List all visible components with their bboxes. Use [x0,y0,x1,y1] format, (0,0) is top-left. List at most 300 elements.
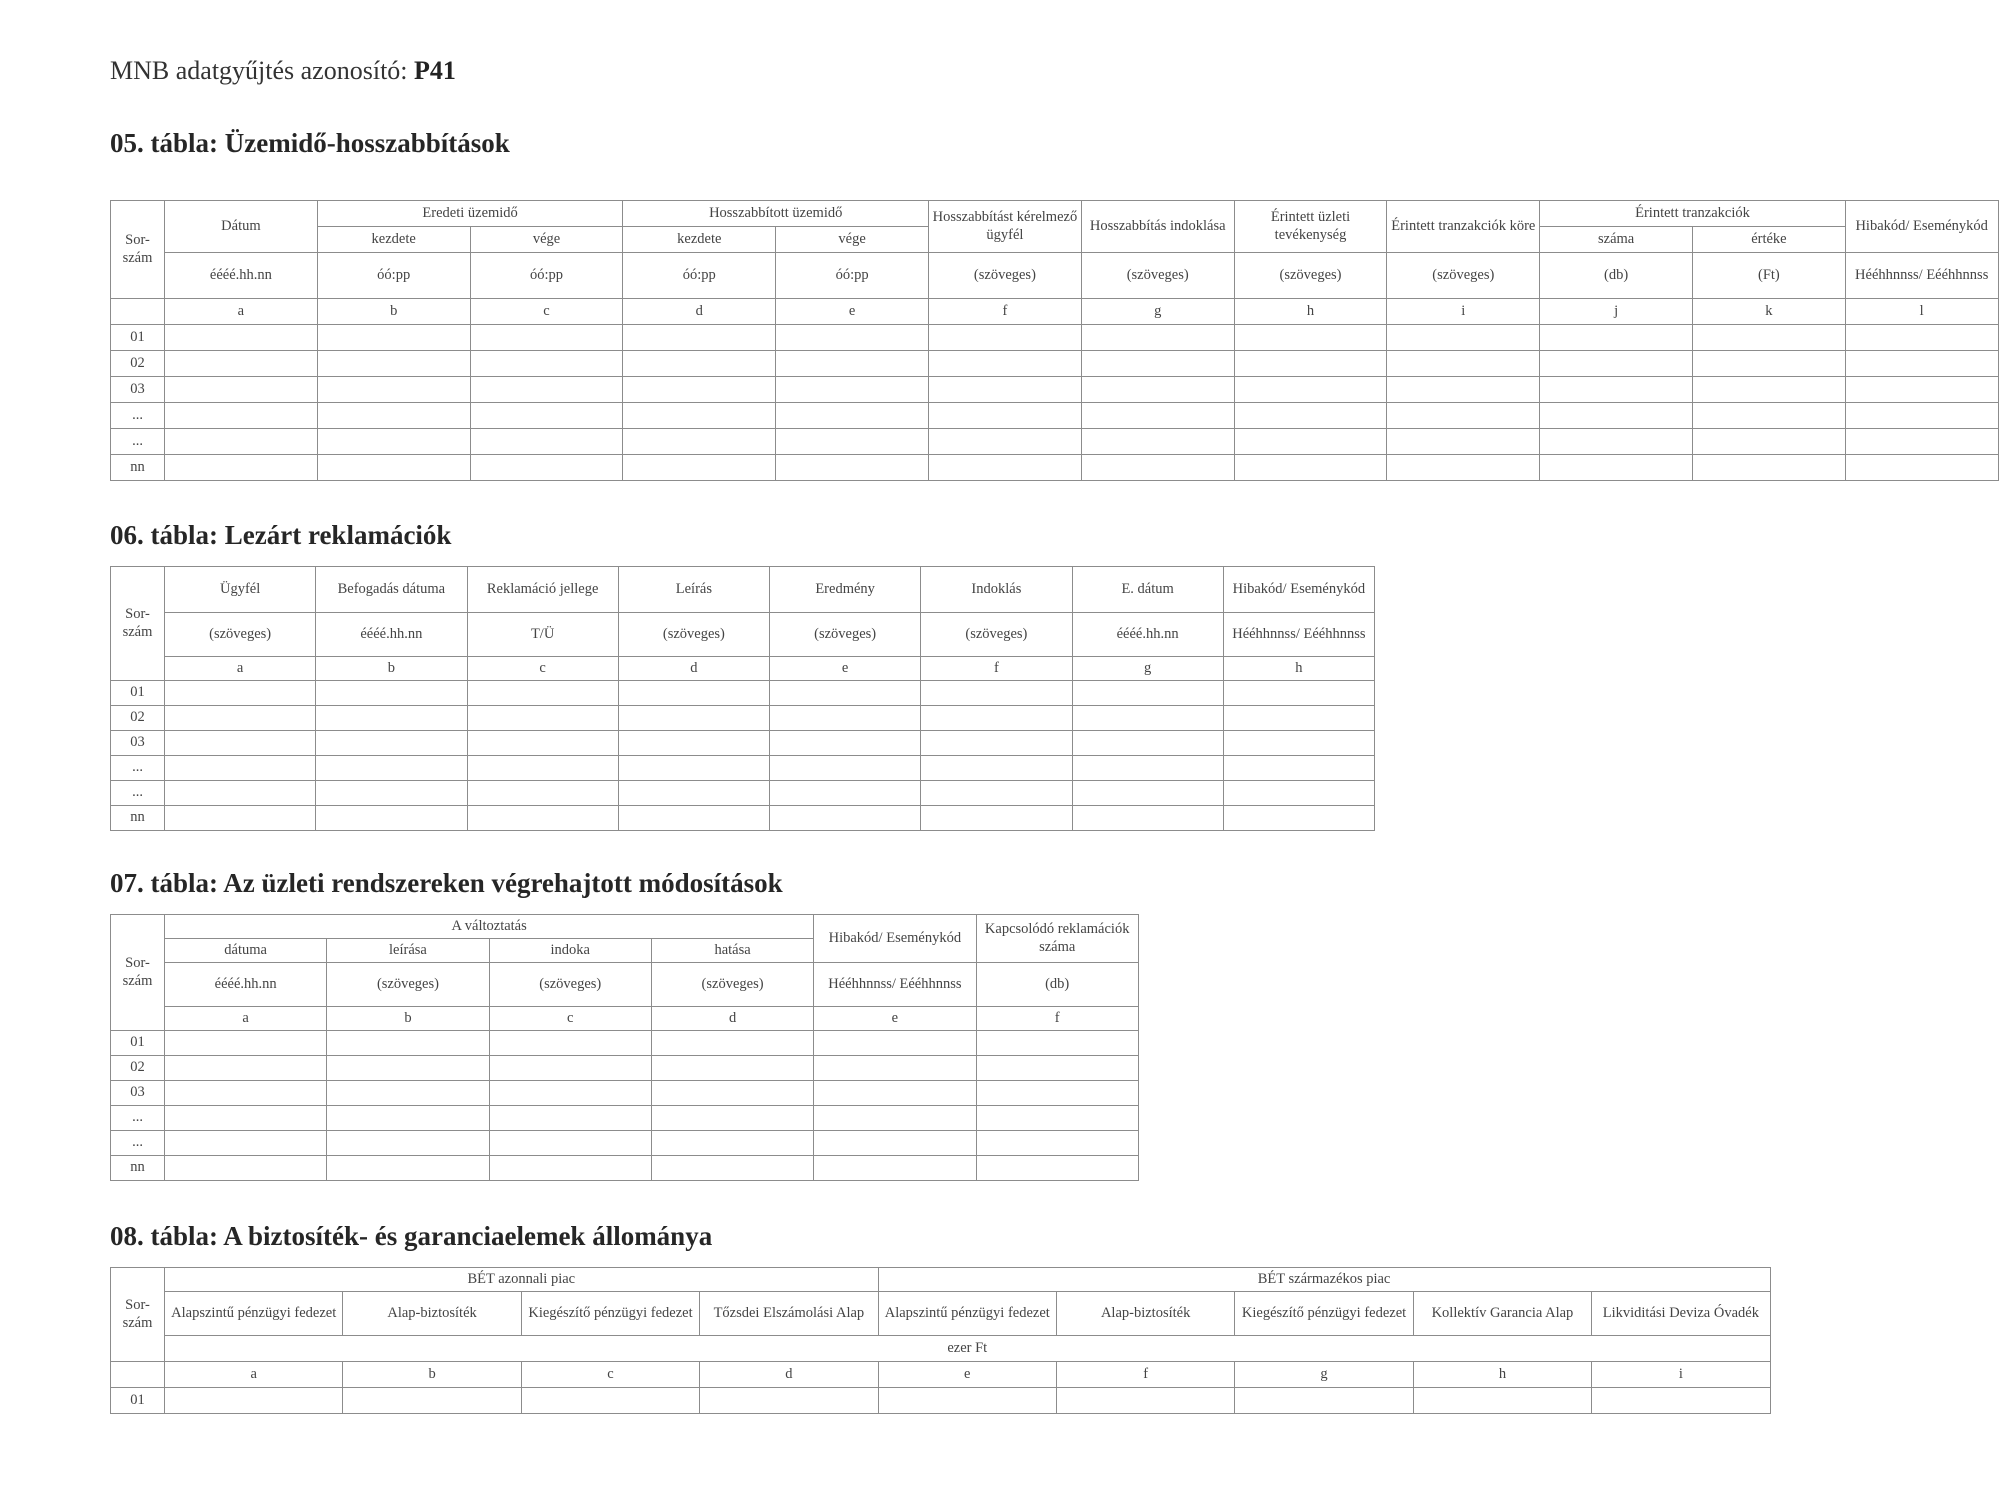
col-spot-basic-margin: Alapszintű pénzügyi fedezet [165,1292,343,1336]
entry-cell[interactable] [317,429,470,455]
row-number: nn [111,806,165,831]
entry-cell[interactable] [165,706,316,731]
entry-cell[interactable] [814,1056,976,1081]
col-error-code-header: Hibakód/ Eseménykód [1845,201,1998,253]
entry-cell[interactable] [651,1056,813,1081]
entry-cell[interactable] [1693,351,1846,377]
col-letter: e [814,1007,976,1031]
entry-cell[interactable] [316,756,467,781]
col-deriv-basic-margin: Alapszintű pénzügyi fedezet [878,1292,1056,1336]
col-collective-guarantee-fund: Kollektív Garancia Alap [1413,1292,1591,1336]
entry-cell[interactable] [489,1056,651,1081]
entry-cell[interactable] [165,351,318,377]
col-tx-count: száma [1540,227,1693,253]
format-cell: óó:pp [317,253,470,299]
entry-cell[interactable] [1072,781,1223,806]
entry-cell[interactable] [467,781,618,806]
table-row [111,429,1999,455]
col-affected-activity-header: Érintett üzleti tevékenység [1234,201,1387,253]
col-letter: b [317,299,470,325]
table-row [111,756,1375,781]
col-client-header: Ügyfél [165,567,316,613]
entry-cell[interactable] [1223,781,1374,806]
entry-cell[interactable] [1540,403,1693,429]
entry-cell[interactable] [470,429,623,455]
row-number: nn [111,1156,165,1181]
collection-id-code: P41 [414,56,456,85]
col-affected-transactions-group: Érintett tranzakciók [1540,201,1846,227]
row-number-header: Sor-szám [111,567,165,681]
row-number: 01 [111,681,165,706]
col-spot-market-group: BÉT azonnali piac [165,1268,879,1292]
entry-cell[interactable] [814,1031,976,1056]
table08-title: 08. tábla: A biztosíték- és garanciaelemek állománya [110,1221,713,1251]
entry-cell[interactable] [623,325,776,351]
format-cell: éééé.hh.nn [1072,613,1223,657]
col-justification-header: Indoklás [921,567,1072,613]
entry-cell[interactable] [618,781,769,806]
entry-cell[interactable] [1387,455,1540,481]
entry-cell[interactable] [467,731,618,756]
col-letter: g [1072,657,1223,681]
entry-cell[interactable] [343,1388,521,1414]
entry-cell[interactable] [1234,403,1387,429]
col-letter: d [618,657,769,681]
table-row [111,1081,1139,1106]
col-letter: j [1540,299,1693,325]
row-number: ... [111,1131,165,1156]
letter-row [111,1007,1139,1031]
entry-cell[interactable] [929,429,1082,455]
entry-cell[interactable] [1056,1388,1234,1414]
entry-cell[interactable] [317,455,470,481]
col-letter: l [1845,299,1998,325]
entry-cell[interactable] [521,1388,699,1414]
col-original-end: vége [470,227,623,253]
entry-cell[interactable] [165,806,316,831]
col-error-code-header: Hibakód/ Eseménykód [814,915,976,963]
entry-cell[interactable] [618,756,769,781]
entry-cell[interactable] [618,681,769,706]
entry-cell[interactable] [1223,681,1374,706]
entry-cell[interactable] [651,1081,813,1106]
entry-cell[interactable] [776,403,929,429]
entry-cell[interactable] [623,377,776,403]
entry-cell[interactable] [618,731,769,756]
table-row [111,706,1375,731]
entry-cell[interactable] [489,1081,651,1106]
format-cell: óó:pp [623,253,776,299]
entry-cell[interactable] [921,756,1072,781]
format-cell: (szöveges) [929,253,1082,299]
entry-cell[interactable] [623,403,776,429]
letter-row [111,657,1375,681]
table06-title: 06. tábla: Lezárt reklamációk [110,520,452,550]
entry-cell[interactable] [470,403,623,429]
entry-cell[interactable] [1072,706,1223,731]
col-letter: g [1235,1362,1413,1388]
entry-cell[interactable] [467,681,618,706]
entry-cell[interactable] [921,681,1072,706]
entry-cell[interactable] [976,1131,1138,1156]
entry-cell[interactable] [618,706,769,731]
entry-cell[interactable] [1540,429,1693,455]
entry-cell[interactable] [327,1081,489,1106]
row-number: ... [111,1106,165,1131]
table-row [111,806,1375,831]
entry-cell[interactable] [316,681,467,706]
format-cell: éééé.hh.nn [165,963,327,1007]
entry-cell[interactable] [651,1031,813,1056]
entry-cell[interactable] [770,706,921,731]
entry-cell[interactable] [776,325,929,351]
entry-cell[interactable] [1081,351,1234,377]
row-number: ... [111,403,165,429]
letter-row [111,299,1999,325]
entry-cell[interactable] [489,1106,651,1131]
col-requesting-client-header: Hosszabbítást kérelmező ügyfél [929,201,1082,253]
entry-cell[interactable] [623,351,776,377]
entry-cell[interactable] [1540,455,1693,481]
entry-cell[interactable] [1081,325,1234,351]
entry-cell[interactable] [1072,731,1223,756]
entry-cell[interactable] [921,706,1072,731]
row-number: 01 [111,325,165,351]
col-change-reason: indoka [489,939,651,963]
entry-cell[interactable] [929,455,1082,481]
format-cell: éééé.hh.nn [165,253,318,299]
entry-cell[interactable] [1845,325,1998,351]
entry-cell[interactable] [165,781,316,806]
entry-cell[interactable] [878,1388,1056,1414]
col-change-date: dátuma [165,939,327,963]
entry-cell[interactable] [1387,377,1540,403]
entry-cell[interactable] [165,1081,327,1106]
col-letter: e [770,657,921,681]
row-number: 03 [111,731,165,756]
table-row [111,455,1999,481]
entry-cell[interactable] [317,351,470,377]
entry-cell[interactable] [1223,756,1374,781]
table-row [111,325,1999,351]
col-letter: c [521,1362,699,1388]
unit-label: ezer Ft [165,1336,1771,1362]
entry-cell[interactable] [489,1031,651,1056]
col-date-header: Dátum [165,201,318,253]
col-extended-uptime-group: Hosszabbított üzemidő [623,201,929,227]
format-cell: óó:pp [470,253,623,299]
col-letter: e [776,299,929,325]
col-letter: f [921,657,1072,681]
entry-cell[interactable] [1234,351,1387,377]
entry-cell[interactable] [1081,377,1234,403]
entry-cell[interactable] [327,1056,489,1081]
entry-cell[interactable] [929,325,1082,351]
entry-cell[interactable] [1234,455,1387,481]
entry-cell[interactable] [814,1081,976,1106]
entry-cell[interactable] [1072,756,1223,781]
col-affected-scope-header: Érintett tranzakciók köre [1387,201,1540,253]
entry-cell[interactable] [1592,1388,1770,1414]
col-letter: h [1223,657,1374,681]
row-number: ... [111,429,165,455]
col-derivatives-market-group: BÉT származékos piac [878,1268,1770,1292]
format-cell: Hééhhnnss/ Eééhhnnss [1223,613,1374,657]
col-letter: e [878,1362,1056,1388]
entry-cell[interactable] [700,1388,878,1414]
col-letter: h [1234,299,1387,325]
col-letter: c [489,1007,651,1031]
entry-cell[interactable] [776,455,929,481]
table-row [111,681,1375,706]
entry-cell[interactable] [1387,325,1540,351]
entry-cell[interactable] [165,429,318,455]
entry-cell[interactable] [165,403,318,429]
entry-cell[interactable] [1081,403,1234,429]
entry-cell[interactable] [651,1106,813,1131]
entry-cell[interactable] [921,806,1072,831]
format-cell: (db) [1540,253,1693,299]
entry-cell[interactable] [929,377,1082,403]
entry-cell[interactable] [976,1031,1138,1056]
col-letter: a [165,1007,327,1031]
row-number: 01 [111,1031,165,1056]
table-row [111,1031,1139,1056]
entry-cell[interactable] [1845,403,1998,429]
col-letter: d [700,1362,878,1388]
col-letter: c [467,657,618,681]
entry-cell[interactable] [1693,403,1846,429]
entry-cell[interactable] [921,731,1072,756]
entry-cell[interactable] [165,1156,327,1181]
entry-cell[interactable] [1413,1388,1591,1414]
entry-cell[interactable] [1081,429,1234,455]
format-cell: (Ft) [1693,253,1846,299]
entry-cell[interactable] [327,1156,489,1181]
entry-cell[interactable] [814,1131,976,1156]
entry-cell[interactable] [1845,455,1998,481]
table08 [110,1267,1771,1414]
col-letter: d [651,1007,813,1031]
format-cell: (szöveges) [651,963,813,1007]
col-spot-basic-collateral: Alap-biztosíték [343,1292,521,1336]
entry-cell[interactable] [921,781,1072,806]
format-cell: Hééhhnnss/ Eééhhnnss [814,963,976,1007]
entry-cell[interactable] [618,806,769,831]
col-spot-clearing-fund: Tőzsdei Elszámolási Alap [700,1292,878,1336]
entry-cell[interactable] [165,325,318,351]
entry-cell[interactable] [1540,325,1693,351]
entry-cell[interactable] [770,756,921,781]
table-row [111,1156,1139,1181]
format-cell: (szöveges) [1081,253,1234,299]
format-cell: T/Ü [467,613,618,657]
entry-cell[interactable] [1693,377,1846,403]
entry-cell[interactable] [489,1131,651,1156]
col-letter: a [165,1362,343,1388]
entry-cell[interactable] [165,1031,327,1056]
entry-cell[interactable] [1693,325,1846,351]
col-letter: b [316,657,467,681]
col-original-start: kezdete [317,227,470,253]
letter-row [111,1362,1771,1388]
format-cell: (szöveges) [327,963,489,1007]
entry-cell[interactable] [165,756,316,781]
entry-cell[interactable] [1693,455,1846,481]
entry-cell[interactable] [316,731,467,756]
format-cell: (szöveges) [618,613,769,657]
entry-cell[interactable] [776,351,929,377]
entry-cell[interactable] [929,403,1082,429]
format-cell: éééé.hh.nn [316,613,467,657]
entry-cell[interactable] [327,1031,489,1056]
entry-cell[interactable] [976,1056,1138,1081]
format-cell: óó:pp [776,253,929,299]
col-letter: a [165,657,316,681]
entry-cell[interactable] [623,429,776,455]
entry-cell[interactable] [317,403,470,429]
row-number: 02 [111,351,165,377]
entry-cell[interactable] [467,756,618,781]
entry-cell[interactable] [1845,351,1998,377]
entry-cell[interactable] [651,1131,813,1156]
entry-cell[interactable] [776,377,929,403]
col-letter: h [1413,1362,1591,1388]
table-row [111,1056,1139,1081]
entry-cell[interactable] [1234,429,1387,455]
entry-cell[interactable] [165,1131,327,1156]
table07 [110,914,1139,1181]
col-letter: g [1081,299,1234,325]
col-liquidity-fx-deposit: Likviditási Deviza Óvadék [1592,1292,1770,1336]
col-extension-reason-header: Hosszabbítás indoklása [1081,201,1234,253]
col-letter: i [1387,299,1540,325]
entry-cell[interactable] [165,1056,327,1081]
col-change-group: A változtatás [165,915,814,939]
entry-cell[interactable] [470,325,623,351]
entry-cell[interactable] [165,377,318,403]
entry-cell[interactable] [165,1388,343,1414]
entry-cell[interactable] [1072,681,1223,706]
col-complaint-type-header: Reklamáció jellege [467,567,618,613]
entry-cell[interactable] [317,377,470,403]
col-tx-value: értéke [1693,227,1846,253]
entry-cell[interactable] [327,1106,489,1131]
row-number-header: Sor-szám [111,1268,165,1362]
table-row [111,731,1375,756]
col-change-description: leírása [327,939,489,963]
entry-cell[interactable] [316,781,467,806]
entry-cell[interactable] [1223,806,1374,831]
entry-cell[interactable] [770,681,921,706]
entry-cell[interactable] [1387,429,1540,455]
entry-cell[interactable] [770,806,921,831]
entry-cell[interactable] [1845,429,1998,455]
col-original-uptime-group: Eredeti üzemidő [317,201,623,227]
col-letter: b [327,1007,489,1031]
format-cell: (szöveges) [770,613,921,657]
col-letter: i [1592,1362,1770,1388]
row-number: 03 [111,1081,165,1106]
entry-cell[interactable] [316,806,467,831]
col-letter: f [929,299,1082,325]
entry-cell[interactable] [1081,455,1234,481]
entry-cell[interactable] [327,1131,489,1156]
format-cell: (szöveges) [1387,253,1540,299]
entry-cell[interactable] [976,1081,1138,1106]
entry-cell[interactable] [1540,351,1693,377]
row-number: 03 [111,377,165,403]
entry-cell[interactable] [1387,351,1540,377]
col-letter: f [1056,1362,1234,1388]
entry-cell[interactable] [976,1156,1138,1181]
table05-title: 05. tábla: Üzemidő-hosszabbítások [110,128,510,158]
row-number-header: Sor-szám [111,915,165,1031]
entry-cell[interactable] [929,351,1082,377]
entry-cell[interactable] [623,455,776,481]
entry-cell[interactable] [770,781,921,806]
col-letter: d [623,299,776,325]
collection-id-label: MNB adatgyűjtés azonosító: [110,56,408,85]
row-number-header: Sor-szám [111,201,165,299]
entry-cell[interactable] [651,1156,813,1181]
entry-cell[interactable] [317,325,470,351]
entry-cell[interactable] [467,706,618,731]
entry-cell[interactable] [165,455,318,481]
entry-cell[interactable] [1693,429,1846,455]
entry-cell[interactable] [165,731,316,756]
row-number: nn [111,455,165,481]
entry-cell[interactable] [1234,325,1387,351]
entry-cell[interactable] [1387,403,1540,429]
entry-cell[interactable] [470,351,623,377]
entry-cell[interactable] [814,1156,976,1181]
col-letter: k [1693,299,1846,325]
entry-cell[interactable] [976,1106,1138,1131]
entry-cell[interactable] [1223,706,1374,731]
col-result-header: Eredmény [770,567,921,613]
entry-cell[interactable] [1234,377,1387,403]
entry-cell[interactable] [770,731,921,756]
entry-cell[interactable] [776,429,929,455]
entry-cell[interactable] [1072,806,1223,831]
entry-cell[interactable] [1845,377,1998,403]
row-number: ... [111,781,165,806]
row-number: 02 [111,1056,165,1081]
format-cell: (szöveges) [489,963,651,1007]
entry-cell[interactable] [814,1106,976,1131]
format-cell: (szöveges) [1234,253,1387,299]
entry-cell[interactable] [165,1106,327,1131]
table-row [111,1131,1139,1156]
entry-cell[interactable] [1540,377,1693,403]
entry-cell[interactable] [165,681,316,706]
entry-cell[interactable] [467,806,618,831]
entry-cell[interactable] [489,1156,651,1181]
row-number: 02 [111,706,165,731]
table-row [111,351,1999,377]
entry-cell[interactable] [470,455,623,481]
col-e-date-header: E. dátum [1072,567,1223,613]
entry-cell[interactable] [1223,731,1374,756]
entry-cell[interactable] [316,706,467,731]
entry-cell[interactable] [1235,1388,1413,1414]
entry-cell[interactable] [470,377,623,403]
col-error-code-header: Hibakód/ Eseménykód [1223,567,1374,613]
table-row [111,377,1999,403]
col-change-impact: hatása [651,939,813,963]
table-row [111,403,1999,429]
